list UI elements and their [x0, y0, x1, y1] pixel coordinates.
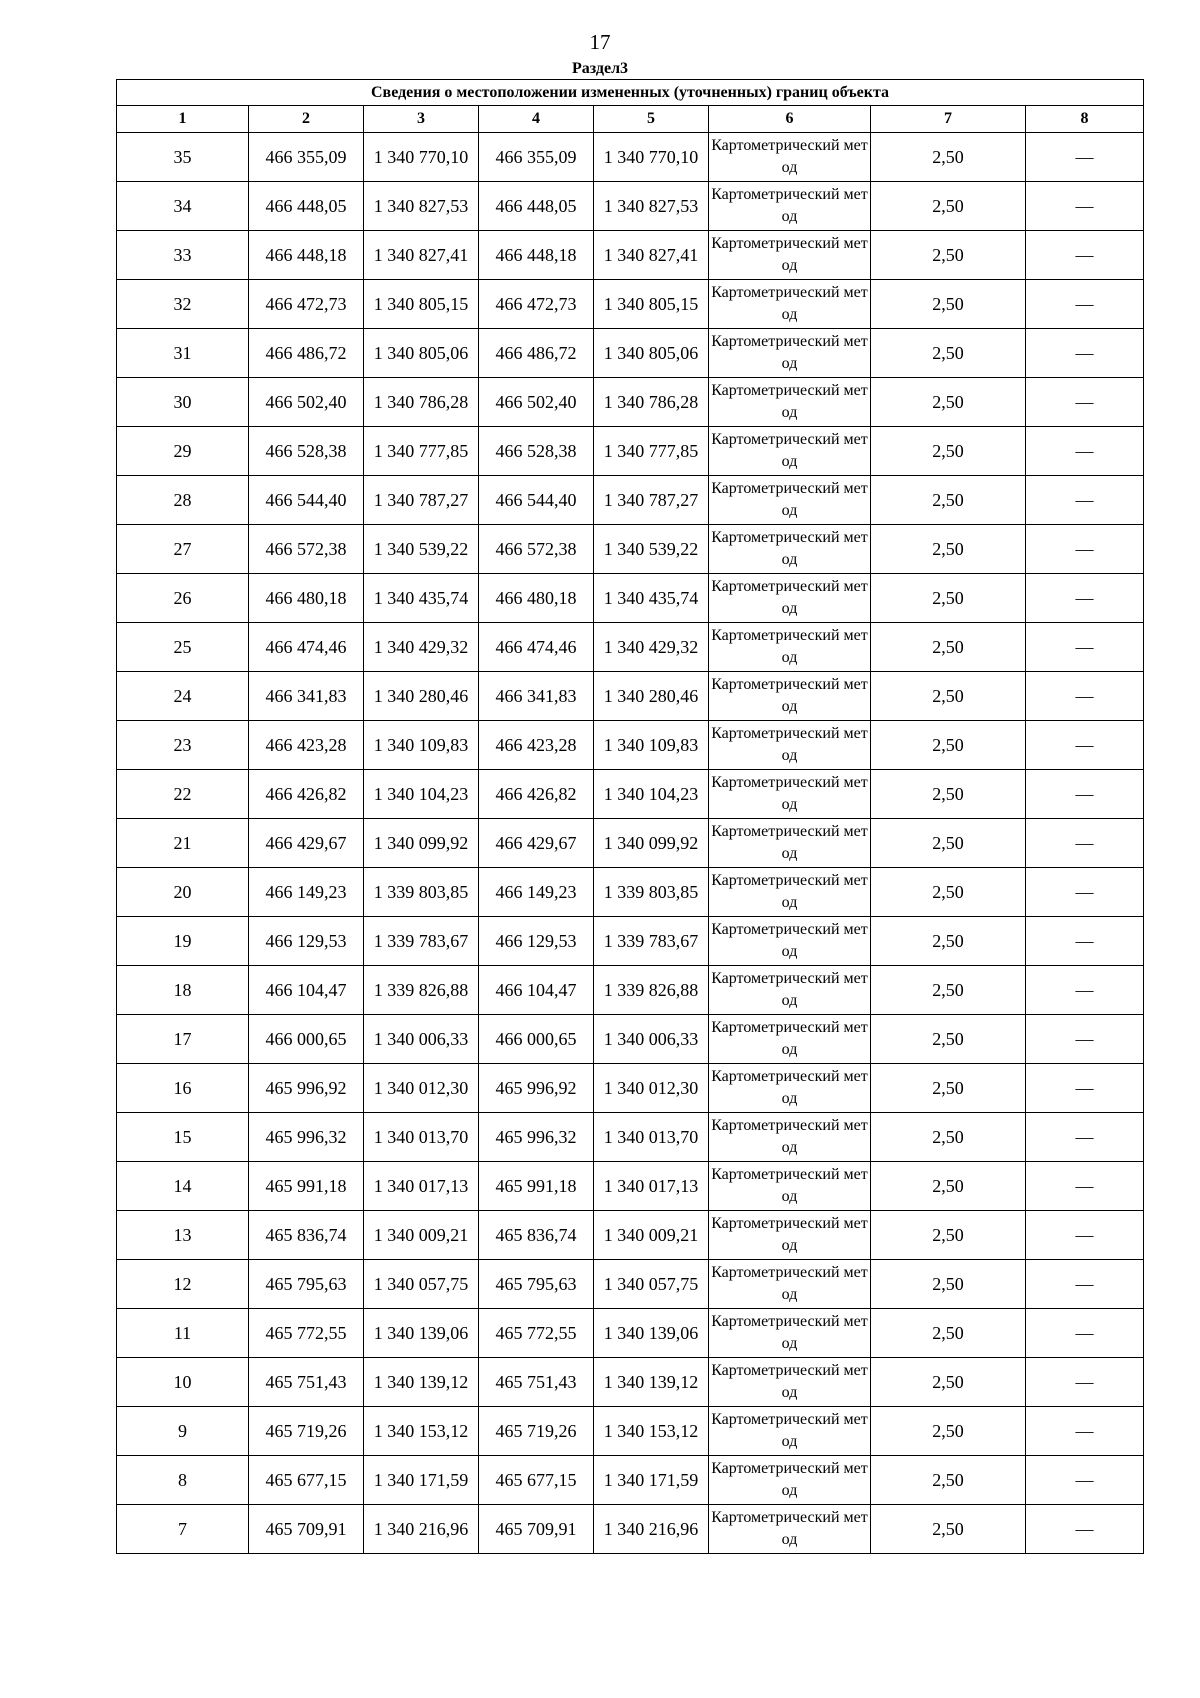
description-cell: — — [1026, 1211, 1144, 1260]
x-existing-cell: 466 129,53 — [249, 917, 364, 966]
method-cell: Картометрический метод — [709, 672, 871, 721]
caption-row — [117, 80, 1144, 106]
accuracy-cell: 2,50 — [871, 721, 1026, 770]
x-new-cell: 466 448,05 — [479, 182, 594, 231]
description-cell: — — [1026, 1309, 1144, 1358]
x-existing-cell: 466 341,83 — [249, 672, 364, 721]
accuracy-cell: 2,50 — [871, 1064, 1026, 1113]
method-cell: Картометрический метод — [709, 966, 871, 1015]
y-new-cell: 1 340 013,70 — [594, 1113, 709, 1162]
column-number-8: 8 — [1026, 106, 1144, 133]
table-row — [117, 182, 1144, 231]
accuracy-cell: 2,50 — [871, 525, 1026, 574]
y-new-cell: 1 340 827,41 — [594, 231, 709, 280]
y-new-cell: 1 340 805,15 — [594, 280, 709, 329]
description-cell: — — [1026, 133, 1144, 182]
x-new-cell: 466 472,73 — [479, 280, 594, 329]
accuracy-cell: 2,50 — [871, 427, 1026, 476]
y-existing-cell: 1 340 013,70 — [364, 1113, 479, 1162]
x-existing-cell: 466 544,40 — [249, 476, 364, 525]
point-number-cell: 7 — [117, 1505, 249, 1554]
accuracy-cell: 2,50 — [871, 1358, 1026, 1407]
column-number-row — [117, 106, 1144, 133]
description-cell: — — [1026, 966, 1144, 1015]
accuracy-cell: 2,50 — [871, 231, 1026, 280]
x-new-cell: 465 991,18 — [479, 1162, 594, 1211]
table-row — [117, 329, 1144, 378]
point-number-cell: 25 — [117, 623, 249, 672]
x-new-cell: 466 480,18 — [479, 574, 594, 623]
description-cell: — — [1026, 1162, 1144, 1211]
method-cell: Картометрический метод — [709, 1211, 871, 1260]
x-existing-cell: 466 502,40 — [249, 378, 364, 427]
method-cell: Картометрический метод — [709, 329, 871, 378]
x-new-cell: 466 474,46 — [479, 623, 594, 672]
method-cell: Картометрический метод — [709, 1309, 871, 1358]
y-new-cell: 1 340 777,85 — [594, 427, 709, 476]
table-row — [117, 1407, 1144, 1456]
description-cell: — — [1026, 280, 1144, 329]
table-row — [117, 1505, 1144, 1554]
x-existing-cell: 465 751,43 — [249, 1358, 364, 1407]
method-cell: Картометрический метод — [709, 133, 871, 182]
y-new-cell: 1 340 539,22 — [594, 525, 709, 574]
accuracy-cell: 2,50 — [871, 133, 1026, 182]
method-cell: Картометрический метод — [709, 623, 871, 672]
point-number-cell: 27 — [117, 525, 249, 574]
accuracy-cell: 2,50 — [871, 280, 1026, 329]
description-cell: — — [1026, 1505, 1144, 1554]
y-existing-cell: 1 340 057,75 — [364, 1260, 479, 1309]
description-cell: — — [1026, 819, 1144, 868]
point-number-cell: 31 — [117, 329, 249, 378]
table-row — [117, 1260, 1144, 1309]
x-new-cell: 465 709,91 — [479, 1505, 594, 1554]
y-new-cell: 1 339 803,85 — [594, 868, 709, 917]
accuracy-cell: 2,50 — [871, 623, 1026, 672]
method-cell: Картометрический метод — [709, 1015, 871, 1064]
table-row — [117, 672, 1144, 721]
x-new-cell: 465 772,55 — [479, 1309, 594, 1358]
y-new-cell: 1 340 099,92 — [594, 819, 709, 868]
table-row — [117, 721, 1144, 770]
y-new-cell: 1 340 280,46 — [594, 672, 709, 721]
y-existing-cell: 1 340 827,53 — [364, 182, 479, 231]
description-cell: — — [1026, 427, 1144, 476]
method-cell: Картометрический метод — [709, 770, 871, 819]
x-existing-cell: 466 480,18 — [249, 574, 364, 623]
accuracy-cell: 2,50 — [871, 1015, 1026, 1064]
accuracy-cell: 2,50 — [871, 770, 1026, 819]
x-new-cell: 465 795,63 — [479, 1260, 594, 1309]
method-cell: Картометрический метод — [709, 378, 871, 427]
description-cell: — — [1026, 672, 1144, 721]
description-cell: — — [1026, 182, 1144, 231]
accuracy-cell: 2,50 — [871, 1113, 1026, 1162]
accuracy-cell: 2,50 — [871, 378, 1026, 427]
y-new-cell: 1 340 805,06 — [594, 329, 709, 378]
description-cell: — — [1026, 623, 1144, 672]
accuracy-cell: 2,50 — [871, 819, 1026, 868]
x-new-cell: 466 149,23 — [479, 868, 594, 917]
y-new-cell: 1 339 826,88 — [594, 966, 709, 1015]
point-number-cell: 30 — [117, 378, 249, 427]
y-new-cell: 1 340 006,33 — [594, 1015, 709, 1064]
method-cell: Картометрический метод — [709, 1113, 871, 1162]
table-row — [117, 574, 1144, 623]
point-number-cell: 14 — [117, 1162, 249, 1211]
description-cell: — — [1026, 525, 1144, 574]
x-existing-cell: 466 423,28 — [249, 721, 364, 770]
y-new-cell: 1 340 827,53 — [594, 182, 709, 231]
description-cell: — — [1026, 231, 1144, 280]
x-new-cell: 466 426,82 — [479, 770, 594, 819]
x-existing-cell: 465 772,55 — [249, 1309, 364, 1358]
accuracy-cell: 2,50 — [871, 1309, 1026, 1358]
x-existing-cell: 466 000,65 — [249, 1015, 364, 1064]
method-cell: Картометрический метод — [709, 1456, 871, 1505]
x-existing-cell: 465 991,18 — [249, 1162, 364, 1211]
accuracy-cell: 2,50 — [871, 476, 1026, 525]
accuracy-cell: 2,50 — [871, 1211, 1026, 1260]
x-new-cell: 466 355,09 — [479, 133, 594, 182]
table-row — [117, 917, 1144, 966]
method-cell: Картометрический метод — [709, 1260, 871, 1309]
method-cell: Картометрический метод — [709, 1407, 871, 1456]
method-cell: Картометрический метод — [709, 1505, 871, 1554]
x-existing-cell: 466 426,82 — [249, 770, 364, 819]
y-existing-cell: 1 340 787,27 — [364, 476, 479, 525]
accuracy-cell: 2,50 — [871, 868, 1026, 917]
accuracy-cell: 2,50 — [871, 1505, 1026, 1554]
y-existing-cell: 1 340 770,10 — [364, 133, 479, 182]
y-new-cell: 1 339 783,67 — [594, 917, 709, 966]
y-new-cell: 1 340 109,83 — [594, 721, 709, 770]
table-body — [117, 133, 1144, 1554]
accuracy-cell: 2,50 — [871, 1407, 1026, 1456]
description-cell: — — [1026, 329, 1144, 378]
table-row — [117, 966, 1144, 1015]
method-cell: Картометрический метод — [709, 231, 871, 280]
y-existing-cell: 1 340 805,06 — [364, 329, 479, 378]
table-row — [117, 819, 1144, 868]
y-new-cell: 1 340 012,30 — [594, 1064, 709, 1113]
accuracy-cell: 2,50 — [871, 672, 1026, 721]
column-number-7: 7 — [871, 106, 1026, 133]
table-row — [117, 623, 1144, 672]
point-number-cell: 23 — [117, 721, 249, 770]
table-row — [117, 1064, 1144, 1113]
method-cell: Картометрический метод — [709, 819, 871, 868]
table-header — [117, 80, 1144, 133]
table-row — [117, 868, 1144, 917]
point-number-cell: 13 — [117, 1211, 249, 1260]
description-cell: — — [1026, 1407, 1144, 1456]
y-existing-cell: 1 340 280,46 — [364, 672, 479, 721]
y-existing-cell: 1 339 783,67 — [364, 917, 479, 966]
y-new-cell: 1 340 787,27 — [594, 476, 709, 525]
x-existing-cell: 465 996,32 — [249, 1113, 364, 1162]
point-number-cell: 34 — [117, 182, 249, 231]
method-cell: Картометрический метод — [709, 574, 871, 623]
y-existing-cell: 1 340 171,59 — [364, 1456, 479, 1505]
table-row — [117, 1456, 1144, 1505]
y-existing-cell: 1 340 786,28 — [364, 378, 479, 427]
x-existing-cell: 466 149,23 — [249, 868, 364, 917]
table-row — [117, 378, 1144, 427]
method-cell: Картометрический метод — [709, 182, 871, 231]
page-number: 17 — [589, 30, 611, 54]
y-new-cell: 1 340 216,96 — [594, 1505, 709, 1554]
table-row — [117, 1358, 1144, 1407]
description-cell: — — [1026, 1015, 1144, 1064]
y-new-cell: 1 340 429,32 — [594, 623, 709, 672]
x-new-cell: 466 429,67 — [479, 819, 594, 868]
table-row — [117, 1309, 1144, 1358]
description-cell: — — [1026, 476, 1144, 525]
point-number-cell: 11 — [117, 1309, 249, 1358]
x-existing-cell: 466 486,72 — [249, 329, 364, 378]
y-existing-cell: 1 340 139,12 — [364, 1358, 479, 1407]
x-new-cell: 466 000,65 — [479, 1015, 594, 1064]
point-number-cell: 22 — [117, 770, 249, 819]
y-existing-cell: 1 340 009,21 — [364, 1211, 479, 1260]
x-existing-cell: 465 996,92 — [249, 1064, 364, 1113]
x-existing-cell: 465 709,91 — [249, 1505, 364, 1554]
accuracy-cell: 2,50 — [871, 329, 1026, 378]
description-cell: — — [1026, 770, 1144, 819]
description-cell: — — [1026, 721, 1144, 770]
point-number-cell: 28 — [117, 476, 249, 525]
section-title: Раздел3 — [571, 60, 629, 77]
column-number-4: 4 — [479, 106, 594, 133]
accuracy-cell: 2,50 — [871, 1260, 1026, 1309]
table-row — [117, 770, 1144, 819]
description-cell: — — [1026, 1064, 1144, 1113]
x-existing-cell: 466 528,38 — [249, 427, 364, 476]
x-new-cell: 466 341,83 — [479, 672, 594, 721]
y-new-cell: 1 340 786,28 — [594, 378, 709, 427]
accuracy-cell: 2,50 — [871, 182, 1026, 231]
table-caption: Сведения о местоположении измененных (уточненных) границ объекта — [117, 80, 1144, 106]
table-row — [117, 1113, 1144, 1162]
y-existing-cell: 1 340 805,15 — [364, 280, 479, 329]
y-new-cell: 1 340 017,13 — [594, 1162, 709, 1211]
x-new-cell: 466 104,47 — [479, 966, 594, 1015]
point-number-cell: 16 — [117, 1064, 249, 1113]
description-cell: — — [1026, 1456, 1144, 1505]
accuracy-cell: 2,50 — [871, 917, 1026, 966]
x-new-cell: 466 502,40 — [479, 378, 594, 427]
y-existing-cell: 1 340 139,06 — [364, 1309, 479, 1358]
description-cell: — — [1026, 574, 1144, 623]
x-new-cell: 465 751,43 — [479, 1358, 594, 1407]
point-number-cell: 20 — [117, 868, 249, 917]
description-cell: — — [1026, 378, 1144, 427]
point-number-cell: 19 — [117, 917, 249, 966]
point-number-cell: 21 — [117, 819, 249, 868]
x-new-cell: 465 836,74 — [479, 1211, 594, 1260]
method-cell: Картометрический метод — [709, 280, 871, 329]
table-row — [117, 525, 1144, 574]
table-row — [117, 1211, 1144, 1260]
accuracy-cell: 2,50 — [871, 1162, 1026, 1211]
point-number-cell: 35 — [117, 133, 249, 182]
point-number-cell: 24 — [117, 672, 249, 721]
y-new-cell: 1 340 770,10 — [594, 133, 709, 182]
point-number-cell: 18 — [117, 966, 249, 1015]
method-cell: Картометрический метод — [709, 1064, 871, 1113]
method-cell: Картометрический метод — [709, 721, 871, 770]
x-new-cell: 465 677,15 — [479, 1456, 594, 1505]
x-new-cell: 465 996,32 — [479, 1113, 594, 1162]
description-cell: — — [1026, 1113, 1144, 1162]
y-new-cell: 1 340 057,75 — [594, 1260, 709, 1309]
point-number-cell: 8 — [117, 1456, 249, 1505]
x-new-cell: 466 528,38 — [479, 427, 594, 476]
accuracy-cell: 2,50 — [871, 574, 1026, 623]
y-existing-cell: 1 340 827,41 — [364, 231, 479, 280]
x-existing-cell: 466 448,05 — [249, 182, 364, 231]
point-number-cell: 29 — [117, 427, 249, 476]
x-new-cell: 466 448,18 — [479, 231, 594, 280]
column-number-1: 1 — [117, 106, 249, 133]
y-existing-cell: 1 339 826,88 — [364, 966, 479, 1015]
x-existing-cell: 466 572,38 — [249, 525, 364, 574]
point-number-cell: 10 — [117, 1358, 249, 1407]
x-existing-cell: 466 472,73 — [249, 280, 364, 329]
y-existing-cell: 1 340 104,23 — [364, 770, 479, 819]
y-existing-cell: 1 340 153,12 — [364, 1407, 479, 1456]
table-row — [117, 280, 1144, 329]
table-row — [117, 1015, 1144, 1064]
x-new-cell: 465 719,26 — [479, 1407, 594, 1456]
x-existing-cell: 465 795,63 — [249, 1260, 364, 1309]
x-new-cell: 466 423,28 — [479, 721, 594, 770]
y-new-cell: 1 340 139,12 — [594, 1358, 709, 1407]
point-number-cell: 9 — [117, 1407, 249, 1456]
accuracy-cell: 2,50 — [871, 1456, 1026, 1505]
description-cell: — — [1026, 1358, 1144, 1407]
x-existing-cell: 465 836,74 — [249, 1211, 364, 1260]
method-cell: Картометрический метод — [709, 476, 871, 525]
point-number-cell: 32 — [117, 280, 249, 329]
description-cell: — — [1026, 917, 1144, 966]
column-number-5: 5 — [594, 106, 709, 133]
y-existing-cell: 1 340 429,32 — [364, 623, 479, 672]
y-existing-cell: 1 339 803,85 — [364, 868, 479, 917]
y-existing-cell: 1 340 006,33 — [364, 1015, 479, 1064]
y-existing-cell: 1 340 099,92 — [364, 819, 479, 868]
x-new-cell: 466 572,38 — [479, 525, 594, 574]
y-existing-cell: 1 340 777,85 — [364, 427, 479, 476]
x-existing-cell: 465 719,26 — [249, 1407, 364, 1456]
method-cell: Картометрический метод — [709, 917, 871, 966]
x-existing-cell: 466 448,18 — [249, 231, 364, 280]
y-new-cell: 1 340 435,74 — [594, 574, 709, 623]
table-row — [117, 133, 1144, 182]
y-new-cell: 1 340 009,21 — [594, 1211, 709, 1260]
column-number-2: 2 — [249, 106, 364, 133]
x-existing-cell: 466 355,09 — [249, 133, 364, 182]
point-number-cell: 33 — [117, 231, 249, 280]
method-cell: Картометрический метод — [709, 868, 871, 917]
description-cell: — — [1026, 868, 1144, 917]
accuracy-cell: 2,50 — [871, 966, 1026, 1015]
y-existing-cell: 1 340 539,22 — [364, 525, 479, 574]
method-cell: Картометрический метод — [709, 427, 871, 476]
x-new-cell: 466 544,40 — [479, 476, 594, 525]
table-row — [117, 231, 1144, 280]
description-cell: — — [1026, 1260, 1144, 1309]
y-new-cell: 1 340 139,06 — [594, 1309, 709, 1358]
x-existing-cell: 466 104,47 — [249, 966, 364, 1015]
column-number-6: 6 — [709, 106, 871, 133]
y-existing-cell: 1 340 012,30 — [364, 1064, 479, 1113]
y-existing-cell: 1 340 216,96 — [364, 1505, 479, 1554]
column-number-3: 3 — [364, 106, 479, 133]
method-cell: Картометрический метод — [709, 1358, 871, 1407]
coordinates-table — [116, 79, 1144, 1554]
y-new-cell: 1 340 153,12 — [594, 1407, 709, 1456]
method-cell: Картометрический метод — [709, 525, 871, 574]
y-existing-cell: 1 340 109,83 — [364, 721, 479, 770]
y-existing-cell: 1 340 017,13 — [364, 1162, 479, 1211]
x-new-cell: 466 486,72 — [479, 329, 594, 378]
x-existing-cell: 466 474,46 — [249, 623, 364, 672]
y-new-cell: 1 340 104,23 — [594, 770, 709, 819]
x-existing-cell: 465 677,15 — [249, 1456, 364, 1505]
x-new-cell: 465 996,92 — [479, 1064, 594, 1113]
point-number-cell: 26 — [117, 574, 249, 623]
point-number-cell: 17 — [117, 1015, 249, 1064]
y-new-cell: 1 340 171,59 — [594, 1456, 709, 1505]
point-number-cell: 15 — [117, 1113, 249, 1162]
table-row — [117, 1162, 1144, 1211]
point-number-cell: 12 — [117, 1260, 249, 1309]
table-row — [117, 427, 1144, 476]
table-row — [117, 476, 1144, 525]
method-cell: Картометрический метод — [709, 1162, 871, 1211]
x-new-cell: 466 129,53 — [479, 917, 594, 966]
x-existing-cell: 466 429,67 — [249, 819, 364, 868]
y-existing-cell: 1 340 435,74 — [364, 574, 479, 623]
